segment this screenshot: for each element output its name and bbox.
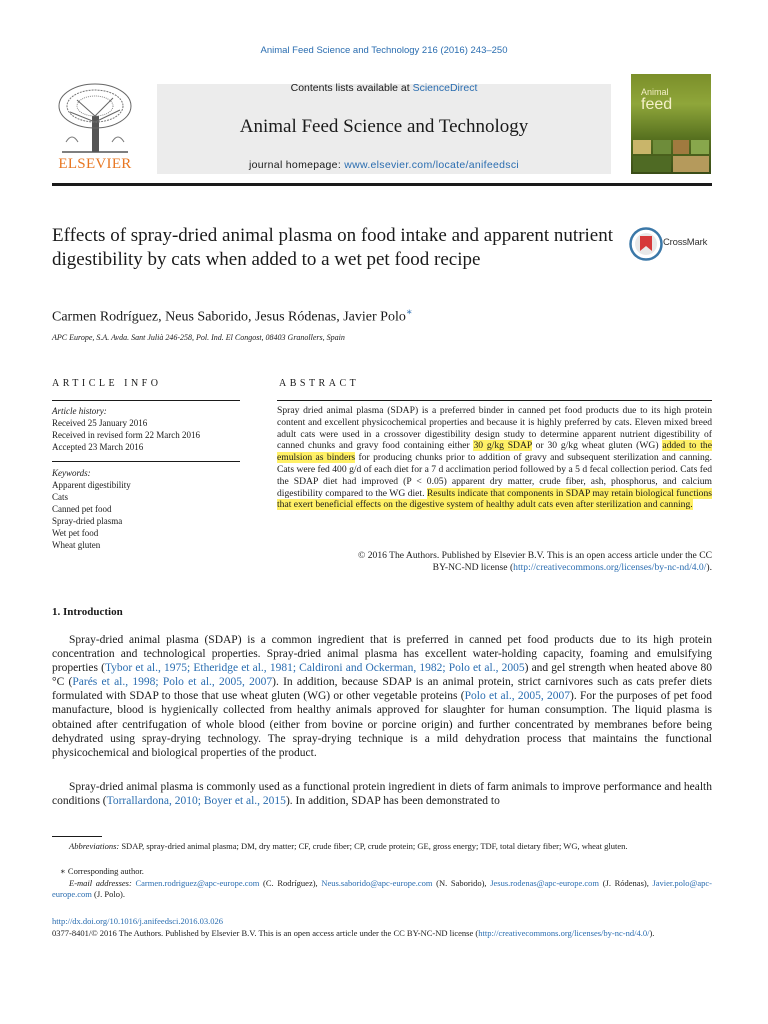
email-footnote	[52, 878, 712, 900]
article-info-rule	[52, 400, 240, 401]
highlight-sdap-amount: 30 g/kg SDAP	[473, 440, 532, 452]
highlight-binders: added to the emulsion as binders	[277, 440, 712, 464]
author-list	[52, 307, 413, 326]
email-link[interactable]: Jesus.rodenas@apc-europe.com	[490, 878, 600, 888]
article-history	[52, 405, 242, 453]
email-owner: (J. Polo).	[91, 889, 125, 899]
copyright-line-1: © 2016 The Authors. Published by Elsevier B.V. This is an open access article under the CC	[358, 550, 712, 561]
abbreviations-footnote	[52, 841, 712, 852]
journal-cover[interactable]	[631, 74, 711, 174]
abstract-heading: ABSTRACT	[279, 378, 360, 389]
keywords-rule	[52, 461, 240, 462]
intro-text: ). In addition, because SDAP is an animal protein, strict carnivores such as cats prefer diets formulated with SDAP to those that use wheat gluten (WG) or other vegetable proteins (	[52, 676, 712, 703]
homepage-link[interactable]: www.elsevier.com/locate/anifeedsci	[344, 159, 520, 171]
cover-small-text: Animal	[641, 87, 669, 97]
copyright-text: BY-NC-ND license (	[432, 561, 514, 573]
intro-text: ). For the purposes of pet food manufacture, blood is hygienically collected from healthy animals approved for slaughter for human consumption. The liquid plasma is obtained after centrifugation of whole blood (either from bovine or porcine origin) and further concentrated by membranes before being dehydrated using spray-drying technology. The spray-drying technique is a mild dehydration process that maintains the functional physicochemical and biological properties of the product.	[52, 690, 712, 759]
article-title: Effects of spray-dried animal plasma on food intake and apparent nutrient digestibility by cats when added to a wet pet food recipe	[52, 225, 614, 270]
cover-image-strip-icon	[631, 136, 711, 174]
doi-line	[52, 916, 712, 927]
keyword-item: Cats	[52, 492, 69, 502]
abstract-segment: or 30 g/kg wheat gluten (WG)	[531, 440, 663, 452]
email-link[interactable]: Javier.polo@apc-europe.com	[52, 878, 712, 899]
history-received: Received 25 January 2016	[52, 418, 148, 428]
email-link[interactable]: Neus.saborido@apc-europe.com	[321, 878, 433, 888]
cover-big-text: feed	[641, 96, 673, 113]
email-link[interactable]: Carmen.rodriguez@apc-europe.com	[135, 878, 260, 888]
crossmark-icon	[629, 227, 663, 261]
citation-link[interactable]: Parés et al., 1998; Polo et al., 2005, 2007	[72, 676, 273, 689]
journal-reference[interactable]: Animal Feed Science and Technology 216 (2016) 243–250	[260, 45, 508, 56]
email-owner: (N. Saborido),	[432, 878, 491, 888]
footnote-rule	[52, 836, 102, 837]
highlight-results: Results indicate that components in SDAP may retain biological functions that exert beneficial effects on the digestive system of healthy adult cats even after sterilization and canning.	[277, 487, 712, 511]
abstract-segment: Spray dried animal plasma (SDAP) is a preferred binder in canned pet food products due to its high protein content and excellent physicochemical properties and because it is highly preferred by cats. Eleven mixed breed adult cats were used in a crossover digestibility design study to determine apparent nutrient digestibility of canned chunks and gravy food containing either	[277, 405, 712, 452]
crossmark-label: CrossMark	[663, 237, 708, 248]
keyword-item: Wet pet food	[52, 528, 99, 538]
keywords-block	[52, 467, 242, 551]
article-info-heading: ARTICLE INFO	[52, 378, 162, 389]
history-accepted: Accepted 23 March 2016	[52, 442, 144, 452]
abbreviations-label: Abbreviations:	[69, 841, 120, 851]
email-owner: (J. Ródenas),	[599, 878, 653, 888]
copyright-text: ).	[706, 561, 712, 573]
intro-paragraph-1	[52, 633, 712, 760]
intro-text: Spray-dried animal plasma (SDAP) is a common ingredient that is preferred in canned pet food products due to its high protein concentration and technological properties. Spray-dried animal plasma has excellent water-holding capacity, foaming and emulsifying properties (	[52, 634, 712, 675]
license-line	[52, 928, 712, 939]
cover-title	[641, 88, 672, 113]
contents-line	[157, 82, 611, 94]
abstract-text	[277, 405, 712, 511]
abstract-rule	[277, 400, 712, 401]
elsevier-wordmark: ELSEVIER	[58, 156, 132, 172]
copyright-line-2	[277, 562, 712, 574]
corresponding-text: Corresponding author.	[65, 866, 144, 876]
elsevier-tree-logo-icon	[52, 82, 138, 154]
history-revised: Received in revised form 22 March 2016	[52, 430, 200, 440]
journal-homepage	[157, 159, 611, 171]
license-link[interactable]: http://creativecommons.org/licenses/by-nc-nd/4.0/	[478, 928, 650, 938]
keyword-item: Canned pet food	[52, 504, 112, 514]
homepage-prefix: journal homepage:	[248, 159, 345, 171]
license-text: 0377-8401/© 2016 The Authors. Published by Elsevier B.V. This is an open access article under the CC BY-NC-ND license (	[52, 928, 479, 938]
intro-text: Spray-dried animal plasma is commonly used as a functional protein ingredient in diets of farm animals to improve performance and health conditions (	[52, 781, 712, 808]
citation-link[interactable]: Tybor et al., 1975; Etheridge et al., 1981; Caldironi and Ockerman, 1982; Polo et al., 2005	[104, 662, 525, 675]
contents-prefix: Contents lists available at	[290, 82, 413, 94]
doi-link[interactable]: http://dx.doi.org/10.1016/j.anifeedsci.2016.03.026	[52, 916, 224, 926]
intro-text: ) and gel strength when heated above 80 °C (	[52, 662, 712, 689]
affiliation: APC Europe, S.A. Avda. Sant Julià 246-258, Pol. Ind. El Congost, 08403 Granollers, Spain	[52, 333, 345, 342]
header-rule	[52, 183, 712, 186]
corresponding-mark: ∗	[60, 866, 66, 876]
abstract-copyright	[277, 550, 712, 574]
license-text: ).	[649, 928, 655, 938]
journal-title: Animal Feed Science and Technology	[239, 116, 529, 137]
citation-link[interactable]: Torrallardona, 2010; Boyer et al., 2015	[106, 795, 286, 808]
keyword-item: Spray-dried plasma	[52, 516, 123, 526]
crossmark-badge[interactable]	[629, 227, 717, 261]
copyright-license-link[interactable]: http://creativecommons.org/licenses/by-nc-nd/4.0/	[513, 561, 707, 573]
email-owner: (C. Rodríguez),	[259, 878, 322, 888]
history-label: Article history:	[52, 406, 107, 416]
citation-link[interactable]: Polo et al., 2005, 2007	[464, 690, 571, 703]
corresponding-author-mark[interactable]: ∗	[405, 307, 413, 318]
sciencedirect-link[interactable]: ScienceDirect	[412, 82, 478, 94]
intro-paragraph-2	[52, 780, 712, 808]
keyword-item: Apparent digestibility	[52, 480, 131, 490]
intro-text: ). In addition, SDAP has been demonstrated to	[285, 795, 500, 808]
introduction-heading: 1. Introduction	[52, 606, 123, 618]
keywords-label: Keywords:	[52, 468, 91, 478]
keyword-item: Wheat gluten	[52, 540, 101, 550]
author-names: Carmen Rodríguez, Neus Saborido, Jesus Ródenas, Javier Polo	[52, 309, 406, 325]
corresponding-footnote	[52, 866, 712, 877]
email-label: E-mail addresses:	[69, 878, 132, 888]
abbreviations-text: SDAP, spray-dried animal plasma; DM, dry matter; CF, crude fiber; CP, crude protein; GE, gross energy; TDF, total dietary fiber; WG, wheat gluten.	[119, 841, 628, 851]
abstract-segment: for producing chunks prior to addition of gravy and subsequent sterilization and canning. Cats were fed 400 g/d of each diet for a 7 d acclimation period followed by a 5 d fecal collection period. Cats fed the SDAP diet had improved (P < 0.05) apparent dry matter, crude fiber, ash, phosphorus, and calcium digestibility compared to the WG diet.	[277, 452, 712, 499]
